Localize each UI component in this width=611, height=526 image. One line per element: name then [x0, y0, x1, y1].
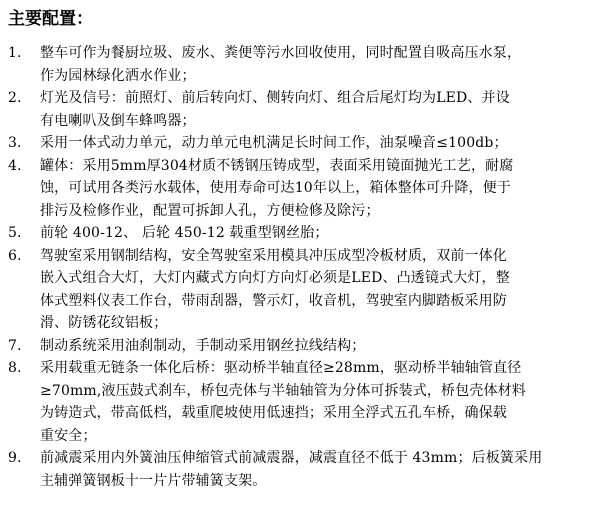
list-item: [0, 222, 611, 245]
list-item-text-line: 有电喇叭及倒车蜂鸣器；: [40, 112, 196, 129]
list-item: [0, 132, 611, 155]
list-item-text-line: 嵌入式组合大灯，大灯内藏式方向灯方向灯必须是LED、凸透镜式大灯，整: [40, 270, 510, 286]
list-item-text-line: 作为园林绿化洒水作业；: [40, 67, 196, 84]
list-item: [0, 335, 611, 358]
page-title: 主要配置：: [8, 9, 93, 29]
list-item-number: 2.: [8, 90, 22, 106]
list-item-number: 7.: [8, 337, 22, 354]
list-item: [0, 87, 611, 132]
list-item-number: 5.: [8, 225, 22, 241]
list-item-text-line: 采用载重无链条一体化后桥：驱动桥半轴直径≥28mm，驱动桥半轴轴管直径: [40, 360, 522, 376]
list-item-text-line: 前轮 400-12、 后轮 450-12 载重型钢丝胎；: [40, 225, 329, 241]
list-item-number: 4.: [8, 157, 22, 174]
list-item-number: 1.: [8, 45, 22, 61]
list-item-text-line: 蚀，可试用各类污水载体，使用寿命可达10年以上，箱体整体可升降，便于: [40, 180, 511, 196]
list-item-text-line: 重安全；: [40, 427, 97, 444]
list-item: [0, 357, 611, 447]
list-item: [0, 447, 611, 492]
list-item-text-line: 制动系统采用油刹制动，手制动采用钢丝拉线结构；: [40, 337, 366, 354]
list-item-text-line: 主辅弹簧钢板十一片片带辅簧支架。: [40, 472, 267, 489]
list-item-number: 9.: [8, 450, 22, 466]
list-item: [0, 245, 611, 335]
list-item: [0, 42, 611, 87]
configuration-list: [0, 42, 611, 492]
list-item-text-line: 采用一体式动力单元，动力单元电机满足长时间工作，油泵噪音≤100db；: [40, 135, 508, 151]
list-item-text-line: 排污及检修作业，配置可拆卸人孔，方便检修及除污；: [40, 202, 380, 219]
list-item-text-line: 驾驶室采用钢制结构，安全驾驶室采用模具冲压成型冷板材质，双前一体化: [40, 247, 507, 264]
list-item: [0, 155, 611, 223]
list-item-text-line: ≥70mm,液压鼓式刹车，桥包壳体与半轴轴管为分体可拆装式，桥包壳体材料: [40, 382, 526, 399]
list-item-number: 3.: [8, 135, 22, 151]
list-item-number: 8.: [8, 360, 22, 376]
list-item-text-line: 滑、防锈花纹铝板；: [40, 315, 168, 331]
list-item-text-line: 灯光及信号：前照灯、前后转向灯、侧转向灯、组合后尾灯均为LED、并设: [40, 90, 510, 106]
list-item-number: 6.: [8, 247, 22, 264]
list-item-text-line: 为铸造式，带高低档，载重爬坡使用低速挡；采用全浮式五孔车桥，确保载: [40, 405, 507, 421]
list-item-text-line: 前减震采用内外簧油压伸缩管式前减震器，减震直径不低于 43mm；后板簧采用: [40, 450, 543, 466]
list-item-text-line: 体式塑料仪表工作台，带雨刮器，警示灯，收音机，驾驶室内脚踏板采用防: [40, 292, 507, 309]
list-item-text-line: 罐体：采用5mm厚304材质不锈钢压铸成型，表面采用镜面抛光工艺，耐腐: [40, 157, 514, 174]
list-item-text-line: 整车可作为餐厨垃圾、废水、粪便等污水回收使用，同时配置自吸高压水泵，: [40, 45, 522, 61]
